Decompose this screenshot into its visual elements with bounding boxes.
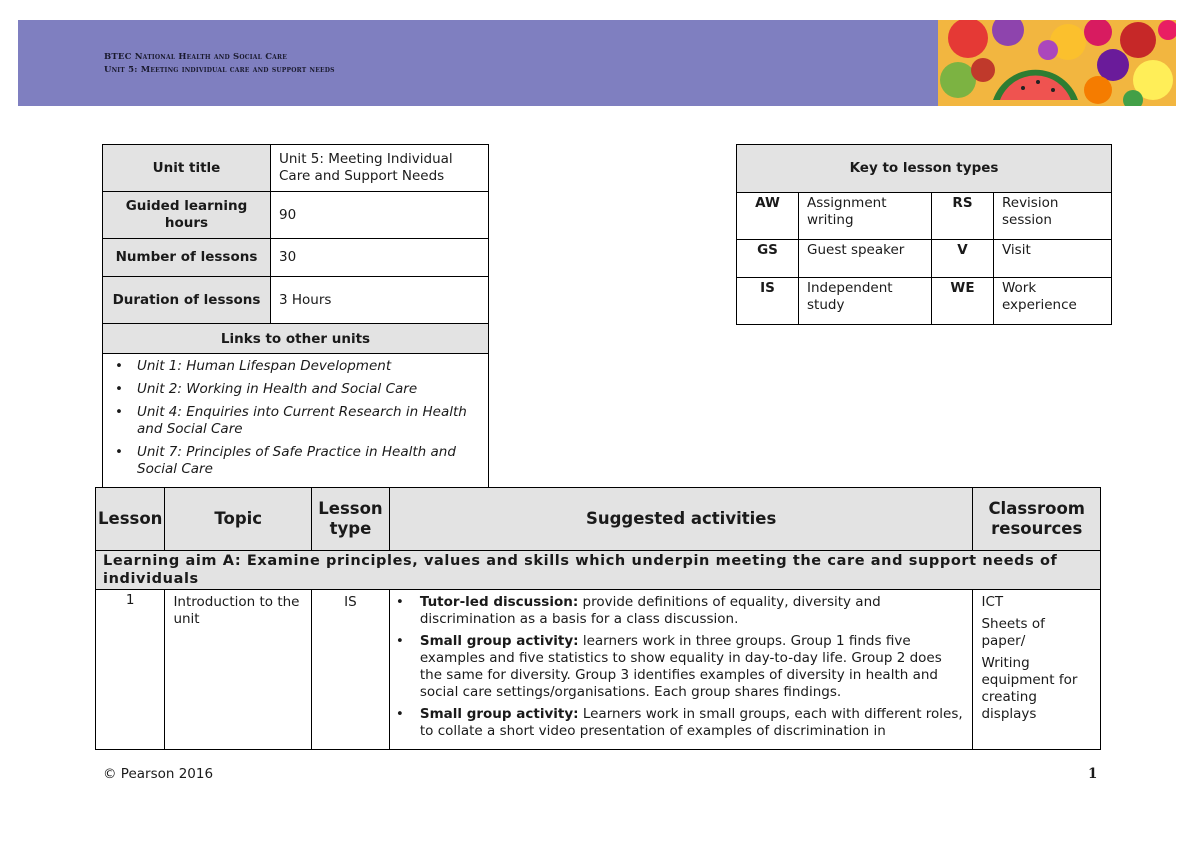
lesson-activities <box>389 590 973 750</box>
key-code: GS <box>737 240 799 278</box>
key-title: Key to lesson types <box>737 145 1112 193</box>
unit-info-table <box>102 144 489 488</box>
lesson-type: IS <box>312 590 390 750</box>
learning-aim-row <box>96 551 1101 590</box>
list-item <box>396 633 965 701</box>
lesson-column-header: Lesson <box>96 488 165 551</box>
list-item: • Unit 4: Enquiries into Current Research in Health and Social Care <box>113 404 478 438</box>
guided-hours-label: Guided learning hours <box>103 192 271 239</box>
activity-text: Learners work in small groups, each with different roles, to collate a short video presentation of examples of discrimination in <box>419 706 963 739</box>
unit-info-row <box>103 145 489 192</box>
key-desc: Assignment writing <box>799 193 932 240</box>
key-desc: Independent study <box>799 278 932 325</box>
lesson-topic: Introduction to the unit <box>165 590 312 750</box>
list-item <box>396 706 965 740</box>
duration-label: Duration of lessons <box>103 277 271 324</box>
key-code: V <box>931 240 993 278</box>
number-of-lessons-label: Number of lessons <box>103 239 271 277</box>
fruit-collage-image <box>938 20 1176 106</box>
links-heading: Links to other units <box>103 324 489 354</box>
activity-lead: Small group activity: <box>419 706 579 722</box>
type-column-header: Lesson type <box>312 488 390 551</box>
links-cell <box>103 354 489 488</box>
key-row <box>737 278 1112 325</box>
page-number: 1 <box>1088 766 1098 782</box>
lesson-resources <box>973 590 1101 750</box>
activities-list <box>396 594 965 740</box>
lesson-type-key-table <box>736 144 1112 325</box>
list-item: • Unit 1: Human Lifespan Development <box>113 358 478 375</box>
key-desc: Work experience <box>993 278 1111 325</box>
unit-title-label: Unit title <box>103 145 271 192</box>
key-code: WE <box>931 278 993 325</box>
lesson-number: 1 <box>96 590 165 750</box>
list-item <box>396 594 965 628</box>
unit-info-row <box>103 277 489 324</box>
table-row <box>96 590 1101 750</box>
list-item: • Unit 2: Working in Health and Social Care <box>113 381 478 398</box>
activity-text: learners work in three groups. Group 1 finds five examples and five statistics to show equality in day-to-day life. Group 2 does the same for diversity. Group 3 identifies examples of diversity in health and social care settings/organisations. Each group shares findings. <box>419 633 942 700</box>
key-desc: Revision session <box>993 193 1111 240</box>
key-code: AW <box>737 193 799 240</box>
lesson-header-row <box>96 488 1101 551</box>
key-code: RS <box>931 193 993 240</box>
key-desc: Visit <box>993 240 1111 278</box>
header-text <box>104 51 335 77</box>
copyright-notice: © Pearson 2016 <box>103 766 214 782</box>
key-desc: Guest speaker <box>799 240 932 278</box>
key-row <box>737 240 1112 278</box>
activity-lead: Small group activity: <box>419 633 579 649</box>
resource-item: Writing equipment for creating displays <box>981 655 1078 722</box>
unit-title-value: Unit 5: Meeting Individual Care and Support Needs <box>271 145 489 192</box>
unit-info-row <box>103 192 489 239</box>
learning-aim-a: Learning aim A: Examine principles, values and skills which underpin meeting the care and support needs of individuals <box>96 551 1101 590</box>
links-row <box>103 354 489 488</box>
activity-lead: Tutor-led discussion: <box>419 594 579 610</box>
links-list <box>103 354 488 478</box>
course-title: BTEC National Health and Social Care <box>104 52 287 62</box>
activities-column-header: Suggested activities <box>389 488 973 551</box>
key-row <box>737 193 1112 240</box>
header-banner <box>18 20 1176 106</box>
key-code: IS <box>737 278 799 325</box>
list-item: • Unit 7: Principles of Safe Practice in Health and Social Care <box>113 444 478 478</box>
duration-value: 3 Hours <box>271 277 489 324</box>
topic-column-header: Topic <box>165 488 312 551</box>
number-of-lessons-value: 30 <box>271 239 489 277</box>
lesson-plan-table <box>95 487 1101 750</box>
guided-hours-value: 90 <box>271 192 489 239</box>
resource-item: ICT <box>981 594 1004 610</box>
activity-text: provide definitions of equality, diversity and discrimination as a basis for a class discussion. <box>419 594 881 627</box>
resources-column-header: Classroom resources <box>973 488 1101 551</box>
unit-info-row <box>103 239 489 277</box>
resource-item: Sheets of paper/ <box>981 616 1045 649</box>
links-heading-row <box>103 324 489 354</box>
unit-subtitle: Unit 5: Meeting individual care and support needs <box>104 65 335 75</box>
key-title-row <box>737 145 1112 193</box>
